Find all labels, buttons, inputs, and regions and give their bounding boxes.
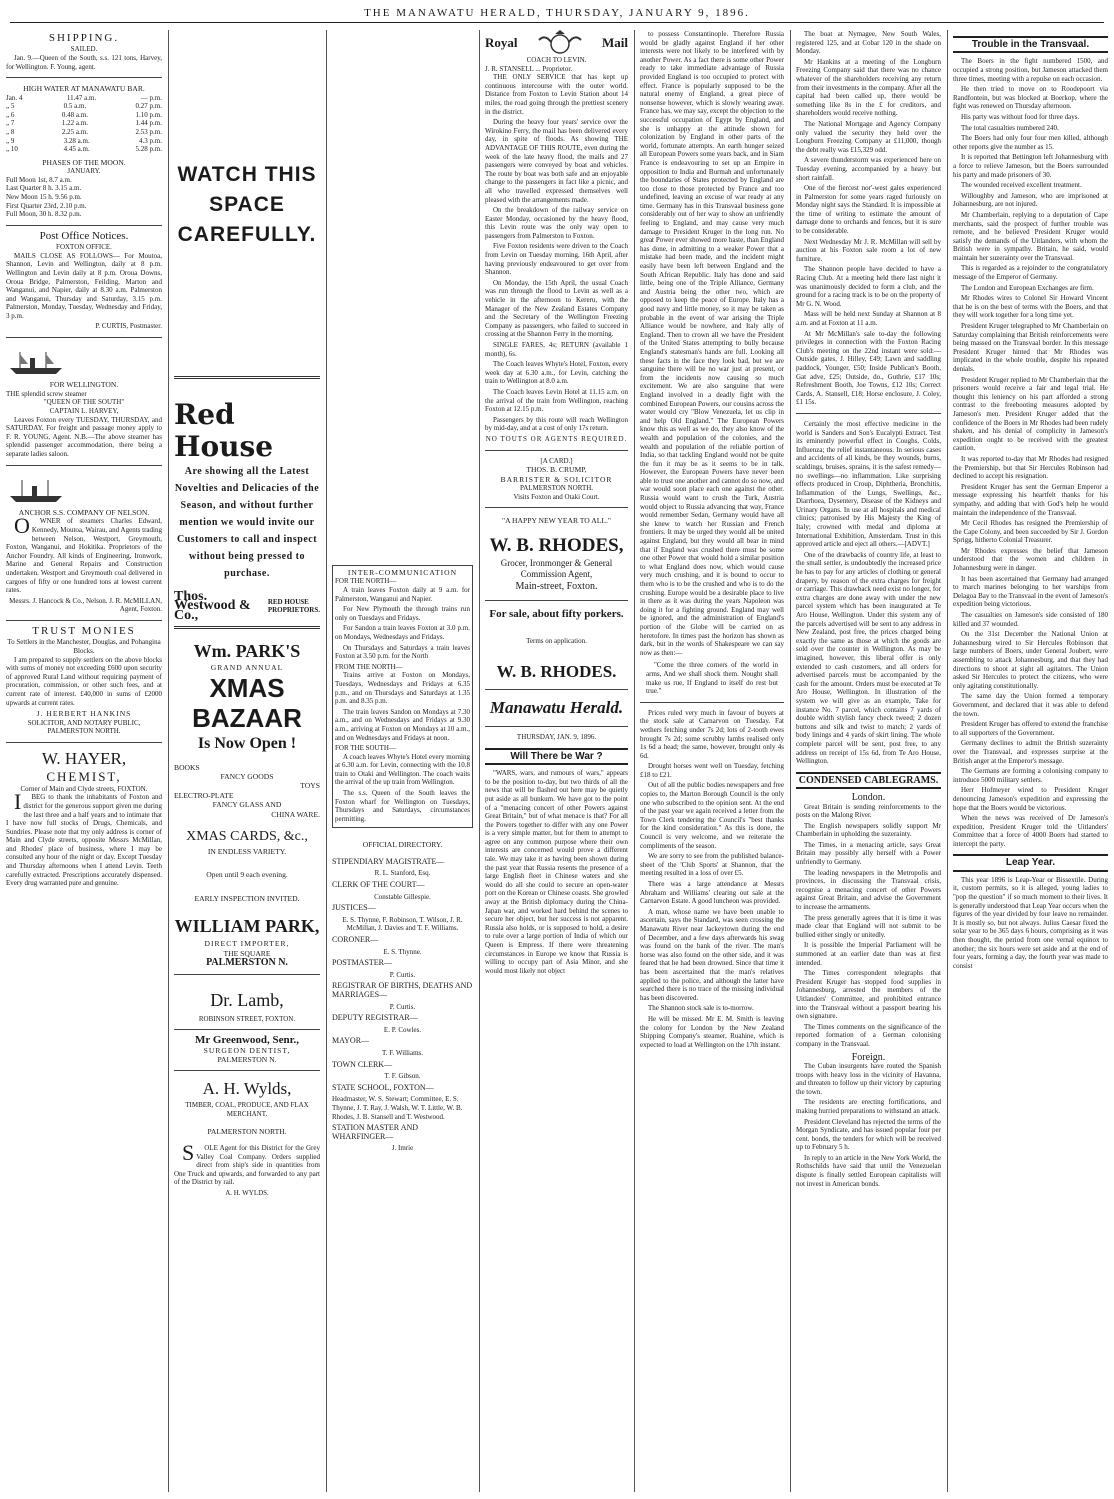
watch-space-ad: WATCH THIS SPACE CAREFULLY.	[177, 163, 317, 246]
local-news-2: The boat at Nymagee, New South Wales, registered 125, and at Cobar 120 in the shade on Monday. Mr Hankins at a meeting of the Longburn Freezing Company said that there was no chance whatever of the shareholders receiving any return from their investments in the company. After all the capital had been called up, there would be something like 8s in the £ for creditors, and shareholders would receive nothing. The National Mortgage and Agency Company only valued the security they held over the Longburn Freezing Company at £11,000, though the debt really was £15,329 odd. A severe thunderstorm was experienced here on Tuesday evening, accompanied by a heavy but short rainfall. One of the fiercest nor'-west gales experienced in Palmerston for some years raged furiously on Monday night says the Standard. It is impossible at the time of writing to estimate the amount of damage done to orchards and fences, but it is sure to be considerable. Next Wednesday Mr J. R. McMillan will sell by auction at his Foxton sale room a lot of new furniture. The Shannon people have decided to have a Racing Club. At a meeting held there last night it was unanimously decided to form a club, and the ground for a racing track is to be on the property of Mr G. N. Wood. Mass will be held next Sunday at Shannon at 8 a.m. and at Foxton at 11 a.m. At Mr McMillan's sale to-day the following privileges in connection with the Foxton Racing Club's meeting on the 22nd instant were sold:—Outside gates, J. Hilley, £49; Lawn and saddling paddock, Younger, £50; Inside Publican's Booth, Gat adve, £25; Outside, do., Guthrie, £17 10s; Refreshment Booth, Joe Towns, £12 10s; Correct Cards, A. Stansell, £18; Horse enclosure, J. Coley, £1 15s.	[796, 30, 941, 407]
anchor-title: ANCHOR S.S. COMPANY OF NELSON.	[18, 508, 150, 518]
ic-title: INTER-COMMUNICATION	[347, 568, 458, 577]
park-hours: Open until 9 each evening.	[206, 870, 288, 880]
divider	[174, 626, 320, 629]
trust-title: TRUST MONIES	[32, 624, 136, 637]
rhodes-addr: Main-street, Foxton.	[515, 580, 598, 592]
dir-entry: STATE SCHOOL, FOXTON— Headmaster, W. S. Stewart; Committee, E. S. Thynne, J. T. Ray, J. Walsh, W. T. Little, W. B. Rhodes, J. B. Stansell and T. Westwood.	[332, 1082, 463, 1121]
tide-title: HIGH WATER AT MANAWATU BAR.	[23, 84, 145, 94]
park-item: TOYS	[300, 781, 320, 791]
column-rule	[168, 30, 169, 1492]
divider	[485, 600, 628, 601]
advt2-body: One of the drawbacks of country life, at least to the small settler, is undoubtedly the increased price he has to pay for any articles of clothing or general drapery, by reason of the extra charges for freight or carriage. This drawback need exist no longer, for extra charges are done away with under the new parcel system which has been inaugurated at Te Aro House, Wellington. Under this system any of the parcels advertised will be sent to any address in New Zealand, post free, the prices charged being exactly the same as those at which the goods are sold over the counter in Wellington. As may be imagined, however, this liberal offer is only extended to cash customers, and all orders for advertised parcels must be accompanied by the cash for the amount. Orders must be executed at Te Aro House, Wellington. In illustration of the system we will give as an example, Take for instance No. 7 parcel, which contains 7 yards of double width stylish fancy check tweed; 2 dozen buttons and silk and twist to match; 2 yards of body linings and 4 yards of skirt lining. The whole complete parcel will be sent, post free, to any address on receipt of 15s 6d, from Te Aro House, Wellington.	[796, 550, 941, 766]
rhodes-name: W. B. RHODES,	[489, 534, 624, 556]
park-variety: IN ENDLESS VARIETY.	[207, 847, 287, 857]
column-2	[174, 30, 320, 1492]
tide-row: „ 8 2.25 a.m. 2.53 p.m.	[6, 127, 162, 136]
column-rule	[947, 30, 948, 1492]
divider	[174, 1070, 320, 1071]
war-title: Will There be War ?	[485, 748, 628, 765]
crump-town: PALMERSTON NORTH.	[519, 483, 594, 492]
newyear: "A HAPPY NEW YEAR TO ALL."	[501, 516, 611, 526]
greenwood-sub: SURGEON DENTIST,	[203, 1045, 291, 1055]
mail-sub: COACH TO LEVIN.	[526, 56, 587, 64]
official-directory	[332, 858, 473, 1153]
divider	[6, 225, 162, 226]
royal-crest-icon	[535, 30, 585, 56]
ic-south: FOR THE SOUTH—	[335, 744, 396, 753]
ic-south-item: A coach leaves Whyte's Hotel every morning at 6.30 a.m. for Levin, connecting with the 10.8 train to Otaki and Wellington. The coach waits the arrival of the up train from Wellington.	[335, 752, 470, 787]
park-item: CHINA WARE.	[271, 809, 320, 819]
tide-table	[6, 94, 162, 154]
herald-title: Manawatu Herald.	[489, 698, 624, 718]
post-body: MAILS CLOSE AS FOLLOWS— For Moutoa, Shannon, Levin and Wellington, daily at 8 p.m. Wellington and Levin daily at 8 p.m. Oroua Downs, Oroua Bridge, Palmerston, Feilding, Marton and Wanganui, and Napier, daily at 8.30 a.m. Palmerston and Wanganui, Thursday and Saturday, 3.15 p.m. Palmerston, Monday, Tuesday, Wednesday and Friday, 3 p.m.	[6, 251, 162, 320]
column-3	[332, 30, 473, 1492]
dir-entry: DEPUTY REGISTRAR— E. P. Cowles.	[332, 1013, 422, 1034]
column-rule	[326, 30, 327, 1492]
foreign-title: Foreign.	[851, 1051, 886, 1063]
park-name: Wm. PARK'S	[193, 641, 301, 662]
park-item: FANCY GLASS AND	[212, 800, 282, 810]
masthead-text: THE MANAWATU HERALD, THURSDAY, JANUARY 9, 1896.	[364, 7, 750, 19]
wellington-body: Leaves Foxton every TUESDAY, THURSDAY, and SATURDAY. For freight and passage money apply to F. R. YOUNG, Agent. N.B.—The above steamer has splendid passenger accommodation, there being a separate ladies saloon.	[6, 415, 162, 459]
redhouse-sign: Thos. Westwood & Co.,	[174, 589, 251, 623]
divider	[796, 413, 941, 414]
dir-entry: TOWN CLERK— T. F. Gibson.	[332, 1059, 421, 1081]
column-rule	[790, 30, 791, 1492]
wylds-name: A. H. Wylds,	[202, 1079, 292, 1099]
crump-visits: Visits Foxton and Otaki Court.	[513, 492, 600, 501]
touts: NO TOUTS OR AGENTS REQUIRED.	[485, 434, 628, 443]
divider	[640, 702, 784, 703]
redhouse-sign2: RED HOUSE PROPRIETORS.	[267, 597, 320, 615]
local-news: Prices ruled very much in favour of buyers at the stock sale at Carnarvon on Tuesday. Fat wethers fetching under 7s 2d; lots of 2-tooth ewes brought 7s 2d; some scrubby lambs realised only 1s 6d a head; the same, however, brought only 4s 6d. Drought horses went well on Tuesday, fetching £18 to £21. Out of all the public bodies newspapers and free copies to, the Marton Borough Council is the only one who subscribed to the opinion sent. At the end of the past year we again received a letter from the Town Clerk tendering the Council's "best thanks for the kind consideration." As this is done, the Council is very welcome, and we reiterate the compliments of the season. We are sorry to see from the published balance-sheet of the 'Club Sports' at Shannon, that the meeting resulted in a loss of over £5. There was a large attendance at Messrs Abraham and Williams' clearing out sale at the Carnarvon Estate. A good luncheon was provided. A man, whose name we have been unable to ascertain, says the Standard, was seen crossing the Manawatu River near Jackeytown during the end of December, and a few days afterwards his swag was found on the bank of the river. The man's horse was also found on the other side, and it was feared that he had been drowned. Since that time it has been ascertained that the man's relatives applied to the police, and although the latter have searched there is no trace of the missing individual has been discovered. The Shannon stock sale is to-morrow. He will be missed. Mr E. M. Smith is leaving the colony for London by the New Zealand Shipping Company's steamer, Ruahine, which is expected to load at Wellington on the 17th instant.	[640, 708, 784, 1049]
ic-north: FOR THE NORTH—	[335, 577, 397, 586]
mail-right: Mail	[602, 35, 628, 51]
dir-entry: CLERK OF THE COURT— Constable Gillespie.	[332, 880, 431, 901]
lamb-name: Dr. Lamb,	[210, 989, 284, 1010]
leap-body: This year 1896 is Leap-Year or Bissextile. During it, custom permits, so it is alleged, young ladies to "pop the question" if so much moment to their lives. It is generally understood that Leap Year occurs when the figures of the year divided by four leave no remainder. It is mostly so, but not always. Julius Caesar fixed the solar year to be 365 days 6 hours, comprising as it was then thought, the period from one vernal equinox to another; the six hours were set aside and at the end of four years, forming a day, the fourth year was made to consist	[953, 875, 1108, 970]
wylds-sub: TIMBER, COAL, PRODUCE, AND FLAX MERCHANT.	[185, 1101, 309, 1118]
foreign-body: The Cuban insurgents have routed the Spanish troops with heavy loss in the vicinity of Havanna, and threaten to follow up their victory by capturing the town. The residents are erecting fortifications, and making hurried preparations to withstand an attack. President Cleveland has rejected the terms of the Morgan Syndicate, and has issued popular four per cent. bonds, the tenders for which will be received up to February 5 h. In reply to an article in the New York World, the Rothschilds have said that until the Venezuelan dispute is finally settled European capitalists will not invest in American bonds.	[796, 1061, 941, 1188]
divider	[485, 689, 628, 690]
steamer-icon	[6, 350, 66, 376]
moon-title: PHASES OF THE MOON.	[42, 157, 126, 167]
advt-body: Certainly the most effective medicine in the world is Sanders and Son's Eucalypti Extract. Test its eminently powerful effect in Coughs, Colds, Influenza; the relief instantaneous. In serious cases and accidents of all kinds, be they wounds, burns, scaldings, bruises, sprains, it is the safest remedy—no swellings—no inflammation. Like surprising effects produced in Croup, Diphtheria, Bronchitis, Inflammation of the Lungs, Swellings, &c., Diarrhoea, Dysentery, Disease of the Kidneys and Urinary Organs. In use at all hospitals and medical clinics; patronised by His Majesty the King of Italy; crowned with medal and diploma at International Exhibition, Amsterdam. Trust in this approved article and eject all others.—[ADVT.]	[796, 419, 941, 549]
column-rule	[479, 30, 480, 1492]
ic-fromnorth: FROM THE NORTH—	[335, 662, 403, 671]
rhodes2: W. B. RHODES.	[496, 662, 617, 682]
divider	[6, 77, 162, 78]
divider	[174, 974, 320, 975]
tide-row: „ 6 0.48 a.m. 1.10 p.m.	[6, 110, 162, 119]
divider	[485, 450, 628, 451]
post-title: Post Office Notices.	[39, 229, 129, 242]
column-5	[640, 30, 784, 1492]
wellington-sub: THE splendid screw steamer	[6, 389, 87, 398]
shipping-title: SHIPPING.	[48, 32, 120, 44]
ic-item: For Sandon a train leaves Foxton at 3.0 p.m. on Mondays, Wednesdays and Fridays.	[335, 624, 470, 641]
crump-body: BARRISTER & SOLICITOR	[500, 474, 613, 484]
post-sign: P. CURTIS, Postmaster.	[95, 322, 162, 331]
wellington-captain: CAPTAIN L. HARVEY,	[49, 407, 119, 416]
divider	[174, 376, 320, 379]
redhouse-body: Are showing all the Latest Novelties and Delicacies of the Season, and without further mention we would invite our Customers to call and inspect without being pressed to purchase.	[174, 466, 320, 579]
herald-date: THURSDAY, JAN. 9, 1896.	[516, 733, 597, 742]
dir-title: OFFICIAL DIRECTORY.	[362, 840, 443, 850]
ic-item: A train leaves Foxton daily at 9 a.m. for Palmerston, Wanganui and Napier.	[335, 586, 470, 603]
wp-sub: DIRECT IMPORTER,	[204, 939, 290, 949]
inter-communication-box	[332, 565, 473, 828]
moon-list: Full Moon 1st, 8.7 a.m. Last Quarter 8 h. 3.15 a.m. New Moon 15 h. 9.56 p.m. First Quarter 23rd, 2.10 p.m. Full Moon, 30 h. 8.32 p.m.	[6, 175, 87, 219]
wylds-town: PALMERSTON NORTH.	[207, 1126, 287, 1136]
divider	[485, 507, 628, 508]
royal-mail-header	[485, 30, 628, 56]
chemist-name: W. HAYER,	[41, 748, 127, 768]
column-1	[6, 30, 162, 1492]
wylds-body: SOLE Agent for this District for the Grey Valley Coal Company. Orders supplied direct from ship's side in quantities from One Truck and upwards, and forwarded to any part of the District by rail.	[174, 1139, 320, 1187]
ic-item: On Thursdays and Saturdays a train leaves Foxton at 3.50 p.m. for the North	[335, 643, 470, 661]
transvaal-body: The Boers in the fight numbered 1500, and occupied a strong position, but Jameson attacked them three times, meeting with a repulse on each occasion. He then tried to move on to Roodepoort via Randfontein, but was blocked at Boerkop, where the fight was renewed on Thursday afternoon. His party was without food for three days. The total casualties numbered 240. The Boers had only four four men killed, although other reports give the number as 15. It is reported that Bettington left Johannesburg with a force to relieve Jameson, but the Boers surrounded his party and made prisoners of 30. The wounded received excellent treatment. Willoughby and Jameson, who are imprisoned at Johannesburg, are not injured. Mr Chamberlain, replying to a deputation of Cape merchants, said the prospect of further trouble was remote, and he believed President Kruger would satisfy the demands of the Uitlanders, with whom the British were in sympathy. Britain, he said, would maintain her suzerainty over the Transvaal. This is regarded as a rejoinder to the congratulatory message of the Emperor of Germany. The London and European Exchanges are firm. Mr Rhodes wires to Colonel Sir Howard Vincent that he is on the best of terms with the Boers, and that they will work together for a long time yet. President Kruger telegraphed to Mr Chamberlain on Saturday complaining that British reinforcements were being massed on the Transvaal border. In this message President Kruger hinted that Mr Rhodes was implicated in the whole trouble, despite his repeated denials. President Kruger replied to Mr Chamberlain that the prisoners would receive a fair and legal trial. He thought this leniency on his part afforded a strong contrast to the freebooting measures adopted by Jameson's men. President Kruger added that the confidence of the Boers in Mr Rhodes had been rudely shaken, and his denial of complicity in Jameson's expedition ought to be received with the greatest caution. It was reported to-day that Mr Rhodes had resigned the Premiership, but that Sir Hercules Robinson had declined to accept his resignation. President Kruger has sent the German Emperor a message expressing his heartfelt thanks for his sympathy, and adding that with God's help he would maintain the independence of the Transvaal. Mr Cecil Rhodes has resigned the Premiership of the Cape Colony, and been succeeded by Sir J. Gordon Sprigg, hitherto Colonial Treasurer. Mr Rhodes expresses the belief that Jameson understood that the women and children in Johannesburg were in danger. It has been ascertained that Germany had arranged to march marines belonging to her warships from Delagoa Bay to the Transvaal in the event of Jameson's expedition being victorious. The casualties on Jameson's side consisted of 180 killed and 37 wounded. On the 31st December the National Union at Johannesburg wired to Sir Hercules Robinson that large numbers of Boers, under General Joubert, were assembling to attack Johannesburg, and that they had directions to shoot at sight all agitators. The Union asked Sir Hercules to protect the citizens, who were only agitating constitutionally. The same day the Union formed a temporary Government, and declared that it was able to defend the town. President Kruger has offered to extend the franchise to all supporters of the Government. Germany declines to admit the British suzerainty over the Transvaal, and expresses surprise at the British anger at the Emperor's message. The Germans are forming a colonising company to introduce 5000 military settlers. Herr Hofmeyer wired to President Kruger denouncing Jameson's expedition and expressing the hope that the Boers would be victorious. When the news was received of Dr Jameson's expedition, President Kruger told the Uitlanders' Committee that a force of 4000 Boers had started to intercept the party.	[953, 57, 1108, 848]
park-bazaar: XMAS BAZAAR	[192, 672, 302, 733]
transvaal-title: Trouble in the Transvaal.	[953, 36, 1108, 53]
mail-body: THE ONLY SERVICE that has kept up continuous intercourse with the outer world. Distance from Foxton to Levin Station about 14 miles, the road going through the prettiest scenery in the district. During the heavy four years' service over the Wirokino Ferry, the mail has been delivered every day, in spite of floods. As showing THE ADVANTAGE OF THIS ROUTE, even during the week of the late heavy flood, the mails and 27 passengers were conveyed by boat and vehicles. The route by boat was both safe and an enjoyable change to the passengers in fact like a picnic, and all who travelled expressed themselves well pleased with the arrangements made. On the breakdown of the railway service on Easter Monday, occasioned by the heavy flood, this Levin route was the only way open to passengers from Palmerston to Foxton. Five Foxton residents were driven to the Coach from Levin on Tuesday morning, 16th April, after having previously endeavoured to get over from Shannon. On Monday, the 15th April, the usual Coach was run through the flood to Levin as well as a vehicle in the afternoon to Kereru, with the Manager of the New Zealand Estates Company and the Secretary of the Wellington Freezing Company as passengers, who failed to succeed in crossing at the Shannon Ferry in the morning. SINGLE FARES, 4s; RETURN (available 1 month), 6s. The Coach leaves Whyte's Hotel, Foxton, every week day at 6.30 a.m., for Levin, catching the train to Wellington at 8.0 a.m. The Coach leaves Levin Hotel at 11.15 a.m. on the arrival of the train from Wellington, reaching Foxton at 12.15 p.m. Passengers by this route will reach Wellington by mid-day, and at a cost of only 17s return.	[485, 73, 628, 433]
verse: "Come the three corners of the world in arms, And we shall shock them. Nought shall make us rue, If England to itself do rest but true."	[646, 661, 778, 696]
article-continued: to possess Constantinople. Therefore Russia would be gladly against England if her other interests were not likely to be interfered with by another Power. As a fact there is some other Power ready to take immediate advantage of Russia provided England is too occupied to protect with effect. France is popularly supposed to be the natural enemy of England, a great piece of nonsense however, which is slowly wearing away. France has, we may say, except the objection to the successful occupation of Egypt by England, and she is unhappy at the attitude shown for colonization by England in other parts of the world, fortunate attempts. An earth hunger seized all European Powers some years back, and in Siam France is endeavouring to set up an Empire in opposition to India and Burmah and unfortunately the boundaries of States protected by England are too close to those protected by France and too undefined, leaving an excuse of war ready at any time. Germany has in this Transvaal business gone considerably out of her way to show an unfriendly feeling to England, and may cause very much damage to President Kruger in the long run. No great Power ever showed more haste, than England has done, in admitting to a weaker Power that a mistake had been made, and the incident might easily have been left between England and the South African Republic. Italy has done and said little, being one of the Triple Alliance, Germany and Austria being the other two, which are opposed to keep the peace of Europe. Italy has a good navy and little money, so it may be taken as probable in the event of war arising the Triple Alliance would be nowhere, and Italy ally of England. Then to crown all we have the President of the United States attempting to bully because England's statesman's hands are full. Looking all these facts in the face they look bad, but we are sanguine there will be no war just at present, or from the incidents now causing so much excitement. We are also sanguine that were England involved in a deadly fight with the combined European Powers, our cousins across the water would cry "Blow Venezuela, let us clip in and help Old England." The European Powers know this as well as we do, they also know of the wealth and population of the colonies, and the wealth and population of the reliable portion of India, so that tackling England would not be quite the fun it may be as it seems to be in talk. However, the European Powers have never been able to trust one another and cannot do so now, and war would soon place each one against the other. Russia would want to crush the Turk, Austria would object to Russia advancing that way, France would remember Sedan, Germany would have all she knew to watch her Russian and French frontiers. It may be urged they would all be united against England, but they would all bear in mind that if England was crushed there must be some one other Power that would hold a similar position to what England does now, which would cause very much crushing, and it is bound to occur to them who is to be the crushed and who is to do the crushing. Europe would be a desirable place to live in there as it was during the years Napoleon was doing it for a fighting ground. England may well be ignored, and the administration of England's portion of the Globe will be carried on as heretofore. In times past the horizon has shown as dark, but in the words of Shakespeare we can say now as then:—	[640, 30, 784, 657]
chemist-title: CHEMIST,	[46, 768, 122, 784]
steamer-icon	[6, 478, 66, 504]
leap-title: Leap Year.	[953, 854, 1108, 871]
park-inspect: EARLY INSPECTION INVITED.	[194, 893, 300, 903]
mail-left: Royal	[485, 35, 518, 51]
park-item: ELECTRO-PLATE	[174, 790, 234, 800]
column-7	[953, 30, 1108, 1492]
london-title: London.	[851, 792, 886, 804]
chemist-body: IBEG to thank the inhabitants of Foxton and district for the generous support given me during the last three and a half years and to intimate that I have now full stocks of Drugs, Chemicals, and Sundries. Please note that my only address is corner of Main and Clyde streets, opposite Messrs McMillan, and Rhodes' place of business, where I may be consulted any hour of the night or day. Except Tuesday and Thursday afternoons when I attend Levin. Teeth carefully extracted. Prescriptions accurately dispensed. Every drug warranted pure and genuine.	[6, 789, 162, 888]
greenwood-town: PALMERSTON N.	[217, 1054, 277, 1064]
park-items	[174, 763, 320, 819]
dir-entry: STIPENDIARY MAGISTRATE— R. L. Stanford, Esq.	[332, 856, 445, 878]
trust-sub: To Settlers in the Manchester, Douglas, and Pohangina Blocks.	[7, 638, 161, 655]
crump-name: THOS. B. CRUMP,	[526, 465, 587, 475]
divider	[174, 1029, 320, 1030]
column-6	[796, 30, 941, 1492]
park-cards: XMAS CARDS, &c.,	[186, 829, 308, 845]
tide-row: Jan. 4 11.47 a.m. — p.m.	[6, 93, 162, 102]
moon-month: JANUARY.	[67, 167, 101, 176]
park-item: BOOKS	[174, 762, 200, 772]
trust-sign2: SOLICITOR, AND NOTARY PUBLIC, PALMERSTON NORTH.	[27, 718, 141, 736]
column-4	[485, 30, 628, 1492]
wp-town: PALMERSTON N.	[206, 957, 288, 969]
cable-body: Great Britain is sending reinforcements to the posts on the Malong River. The English newspapers solidly support Mr Chamberlain in upholding the suzerainty. The Times, in a menacing article, says Great Britain may possibly ally herself with a Power unfriendly to Germany. The leading newspapers in the Metropolis and provinces, in discussing the Transvaal crisis, recognise a menacing concert of other Powers against Great Britain, and advise the Government to increase the armaments. The press generally agrees that it is time it was made clear that England will not submit to be bullied either singly or unitedly. It is possible the Imperial Parliament will be summoned at an earlier date than was at first intended. The Times correspondent telegraphs that President Kruger has stopped food supplies in Johannesburg, arrested the members of the Uitlanders' Committee, and prohibited entrance into the Transvaal without a passport bearing his own signature. The Times comments on the significance of the reported formation of a German colonising company in the Transvaal.	[796, 802, 941, 1048]
wp-square: THE SQUARE	[223, 948, 271, 958]
park-open: Is Now Open !	[197, 734, 297, 752]
trust-body: I am prepared to supply settlers on the above blocks with sums of money not exceeding £600 upon security of approved Rural Land without requiring payment of procuration, commission, or other such fees, and at current rate of interest. £40,000 in sums of £2000 upwards at current rates.	[6, 655, 162, 707]
divider	[6, 742, 162, 743]
ic-item: For New Plymouth the through trains run only on Tuesdays and Fridays.	[335, 605, 470, 622]
chemist-addr: Corner of Main and Clyde streets, FOXTON.	[20, 784, 148, 793]
war-body: "WARS, wars, and rumours of wars," appears to be the position to-day, but two thirds of all the news that will be flashed out here may be quietly put aside as all bunkum. We have got to the point of a "menacing concert of other Powers against Great Britain," but of what menace is that? For all the Powers together to differ with any one Power is a very simple matter, but for them to attempt to agree on any common purpose where their own interests are concerned would prove a different tale. We may take it as having been shown during the past year that Russia resents the presence of a large English fleet in Chinese waters and she would do all she could to secure an open-water port on the Korean or Chinese coasts. She growled away at the British diplomacy during the China-Japan war, and worked hard behind the scenes to secure her object, but her success is not apparent. Russia also holds, or is supposed to hold, a desire to rule over a large portion of India of which our Queen is Empress. If there were threatening circumstances in Europe we know that Russia is willing to occupy part of Asia Minor, and she would most likely not object	[485, 769, 628, 975]
ic-from-item: The train leaves Sandon on Mondays at 7.30 a.m., and on Wednesdays and Fridays at 9.30 a.m., arriving at Foxton on Mondays at 10 a.m., and on Wednesdays and Fridays at noon.	[335, 707, 470, 742]
dir-entry: CORONER— E. S. Thynne.	[332, 935, 422, 956]
redhouse-title: Red House	[174, 398, 274, 463]
greenwood-name: Mr Greenwood, Senr.,	[195, 1034, 299, 1047]
mail-prop: J. R. STANSELL ... Proprietor.	[485, 64, 573, 73]
wylds-sign: A. H. WYLDS.	[225, 1188, 269, 1197]
terms: Terms on application.	[526, 636, 587, 645]
post-office: FOXTON OFFICE.	[56, 243, 112, 252]
redhouse-signature	[174, 589, 320, 623]
sale: For sale, about fifty porkers.	[489, 607, 624, 620]
tide-row: „ 9 3.28 a.m. 4.3 p.m.	[6, 136, 162, 145]
divider	[6, 337, 162, 338]
shipping-line: Jan. 9.—Queen of the South, s.s. 121 tons, Harvey, for Wellington. F. Young, agent.	[6, 54, 162, 71]
trust-sign: J. HERBERT HANKINS	[36, 709, 132, 719]
park-item: FANCY GOODS	[220, 772, 274, 782]
ic-south-item: The s.s. Queen of the South leaves the Foxton wharf for Wellington on Tuesdays, Thursdays and Saturdays, circumstances permitting.	[335, 789, 470, 823]
wellington-title: FOR WELLINGTON.	[49, 380, 119, 390]
wp-name: WILLIAM PARK,	[174, 916, 320, 937]
card: [A CARD.]	[540, 456, 573, 465]
dir-entry: JUSTICES— E. S. Thynne, F. Robinson, T. Wilson, J. R. McMillan, J. Davies and T. F. Williams.	[332, 903, 463, 933]
dir-entry: MAYOR— T. F. Williams.	[332, 1036, 424, 1057]
column-rule	[634, 30, 635, 1492]
park-sub: GRAND ANNUAL	[210, 663, 284, 673]
dir-entry: STATION MASTER AND WHARFINGER— J. Imrie	[332, 1123, 419, 1153]
tide-row: „ 5 0.5 a.m. 0.27 p.m.	[6, 102, 162, 111]
dir-entry: REGISTRAR OF BIRTHS, DEATHS AND MARRIAGES— P. Curtis.	[332, 981, 473, 1011]
dir-entry: POSTMASTER— P. Curtis.	[332, 958, 416, 979]
rhodes-sub: Grocer, Ironmonger & General Commission Agent,	[500, 557, 613, 579]
divider	[6, 465, 162, 466]
tide-row: „ 7 1.22 a.m. 1.44 p.m.	[6, 119, 162, 128]
lamb-addr: ROBINSON STREET, FOXTON.	[198, 1014, 296, 1023]
shipping-sailed: SAILED.	[70, 45, 98, 54]
ic-from-item: Trains arrive at Foxton on Mondays, Tuesdays, Wednesdays and Fridays at 6.35 p.m., and on Thursdays and Saturdays at 1.35 p.m. and 8.35 p.m.	[335, 671, 470, 706]
wellington-ship: "QUEEN OF THE SOUTH"	[43, 398, 125, 407]
anchor-body: OWNER of steamers Charles Edward, Kennedy, Moutoa, Wairau, and Agents trading between Nelson, Westport, Greymouth, Foxton, Wanganui, and Hokitika. Proprietors of the Anchor Foundry. All kinds of Engineering, Ironwork, Marine and General Repairs and Construction undertaken. Westport and Greymouth coal delivered in cargoes of fifty or one hundred tons at lowest current rates.	[6, 513, 162, 595]
cable-title: CONDENSED CABLEGRAMS.	[796, 772, 941, 789]
divider	[485, 726, 628, 727]
masthead-rule	[10, 22, 1104, 23]
divider	[6, 620, 162, 621]
anchor-sign: Messrs. J. Hancock & Co., Nelson. J. R. McMILLAN, Agent, Foxton.	[9, 596, 162, 614]
tide-row: „ 10 4.45 a.m. 5.28 p.m.	[6, 145, 162, 154]
